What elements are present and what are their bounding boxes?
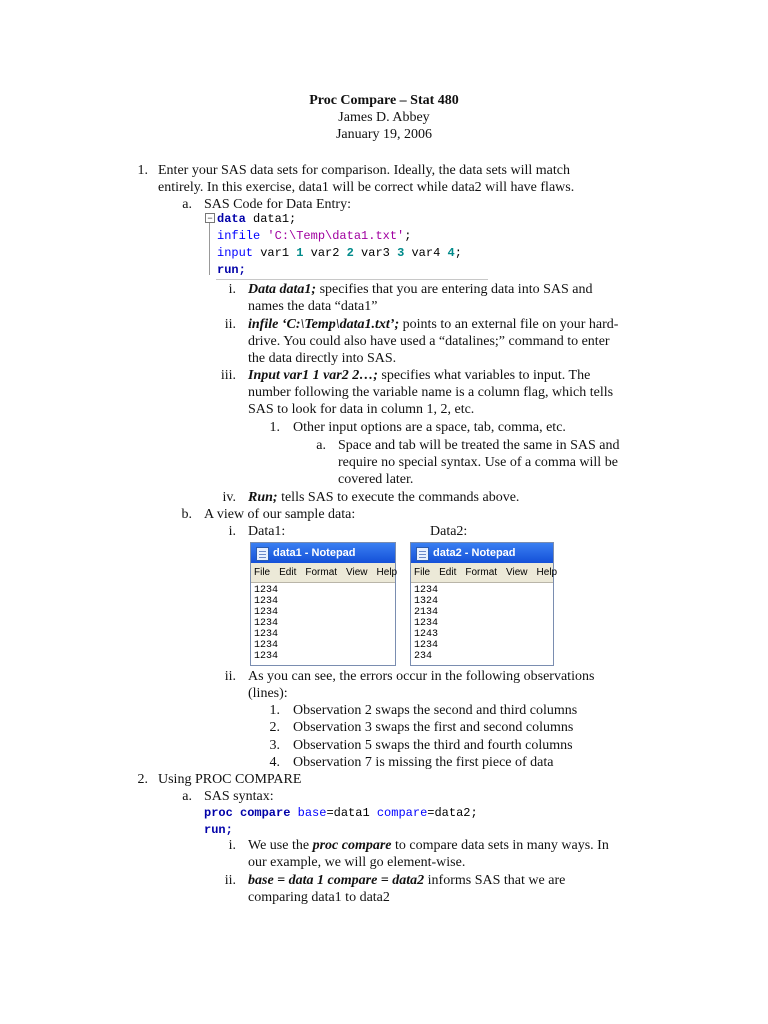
item-1a-iii-line1: Input var1 1 var2 2…; specifies what variables to input. The: [248, 368, 591, 383]
notepad-icon: [416, 547, 429, 561]
item-1a-text: SAS Code for Data Entry:: [204, 197, 351, 212]
item-iii-1-a-line1: Space and tab will be treated the same in SAS and: [338, 438, 620, 453]
item-1a-iii-number: iii.: [220, 368, 236, 383]
item-1a-ii-line1: infile ‘C:\Temp\data1.txt’; points to an external file on your hard-: [248, 317, 619, 332]
item-1b-ii-number: ii.: [224, 669, 236, 684]
observation-text: Observation 7 is missing the first piece of data: [293, 755, 554, 770]
item-2a-i-line1: We use the proc compare to compare data sets in many ways. In: [248, 838, 609, 853]
section-1-line2: entirely. In this exercise, data1 will be correct while data2 will have flaws.: [158, 180, 575, 195]
data-line: 1234: [254, 640, 279, 651]
item-1a-i-number: i.: [228, 282, 236, 297]
notepad-titlebar[interactable]: [411, 543, 553, 563]
data-line: 1234: [254, 618, 279, 629]
menu-help[interactable]: Help: [536, 567, 558, 578]
item-1a-i-line2: names the data “data1”: [248, 299, 378, 314]
data-line: 234: [414, 651, 433, 662]
item-iii-1-text: Other input options are a space, tab, comma, etc.: [293, 420, 566, 435]
observation-number: 1.: [269, 703, 280, 718]
notepad-title: data1 - Notepad: [273, 547, 356, 559]
item-1a-iv-text: Run; tells SAS to execute the commands above.: [248, 490, 520, 505]
item-1a-ii-line2: drive. You could also have used a “datalines;” command to enter: [248, 334, 610, 349]
section-1-line1: Enter your SAS data sets for comparison. Ideally, the data sets will match: [158, 163, 570, 178]
item-iii-1-a-line2: require no special syntax. Use of a comma will be: [338, 455, 618, 470]
item-1a-number: a.: [182, 197, 192, 212]
data-line: 1234: [254, 585, 279, 596]
menu-help[interactable]: Help: [376, 567, 398, 578]
item-2a-ii-line2: comparing data1 to data2: [248, 890, 390, 905]
document-author: James D. Abbey: [338, 110, 430, 125]
menu-view[interactable]: View: [506, 567, 528, 578]
notepad-window-data1: [250, 542, 396, 666]
code-separator: [216, 279, 488, 280]
menu-format[interactable]: Format: [465, 567, 498, 578]
data-line: 1234: [414, 618, 439, 629]
item-1a-i-line1: Data data1; specifies that you are entering data into SAS and: [248, 282, 593, 297]
item-2a-i-number: i.: [228, 838, 236, 853]
menu-view[interactable]: View: [346, 567, 368, 578]
observation-text: Observation 2 swaps the second and third columns: [293, 703, 578, 718]
item-1a-ii-line3: the data directly into SAS.: [248, 351, 397, 366]
menu-edit[interactable]: Edit: [439, 567, 457, 578]
data1-label: Data1:: [248, 524, 286, 539]
notepad-titlebar[interactable]: [251, 543, 395, 563]
notepad-text-area[interactable]: [251, 583, 395, 664]
code-line-run-2: run;: [204, 823, 233, 837]
data-line: 1234: [254, 651, 279, 662]
menu-file[interactable]: File: [414, 567, 431, 578]
data-line: 1324: [414, 596, 439, 607]
observation-text: Observation 3 swaps the first and second columns: [293, 720, 574, 735]
item-2a-number: a.: [182, 789, 192, 804]
notepad-icon: [256, 547, 269, 561]
notepad-text-area[interactable]: [411, 583, 553, 664]
item-1b-ii-line1: As you can see, the errors occur in the following observations: [248, 669, 595, 684]
data-line: 1234: [254, 596, 279, 607]
document-title: Proc Compare – Stat 480: [309, 93, 459, 108]
item-iii-1-a-number: a.: [316, 438, 326, 453]
code-line-infile: infile 'C:\Temp\data1.txt';: [217, 229, 412, 243]
item-1b-number: b.: [181, 507, 192, 522]
observation-number: 2.: [269, 720, 280, 735]
data-line: 1234: [254, 607, 279, 618]
data-line: 2134: [414, 607, 439, 618]
item-2a-text: SAS syntax:: [204, 789, 274, 804]
item-iii-1-number: 1.: [269, 420, 280, 435]
item-iii-1-a-line3: covered later.: [338, 472, 414, 487]
item-1a-iii-line2: number following the variable name is a column flag, which tells: [248, 385, 614, 400]
data-line: 1234: [414, 585, 439, 596]
section-1-number: 1.: [137, 163, 148, 178]
section-2-number: 2.: [137, 772, 148, 787]
item-1a-iv-number: iv.: [222, 490, 236, 505]
item-2a-ii-line1: base = data 1 compare = data2 informs SAS that we are: [248, 873, 566, 888]
notepad-title: data2 - Notepad: [433, 547, 516, 559]
item-1b-ii-line2: (lines):: [248, 686, 288, 701]
document-date: January 19, 2006: [335, 127, 433, 142]
item-1a-ii-number: ii.: [224, 317, 236, 332]
section-2-text: Using PROC COMPARE: [158, 772, 302, 787]
observation-number: 4.: [269, 755, 280, 770]
notepad-menubar: [251, 563, 398, 583]
menu-file[interactable]: File: [254, 567, 271, 578]
code-line-input: input var1 1 var2 2 var3 3 var4 4;: [217, 246, 462, 260]
code-line-run: run;: [217, 263, 246, 277]
item-2a-ii-number: ii.: [224, 873, 236, 888]
data2-label: Data2:: [430, 524, 468, 539]
data-line: 1234: [414, 640, 439, 651]
fold-guide-line: [209, 223, 210, 275]
menu-edit[interactable]: Edit: [279, 567, 297, 578]
item-1a-iii-line3: SAS to look for data in column 1, 2, etc.: [248, 402, 475, 417]
data-line: 1243: [414, 629, 439, 640]
collapse-toggle-icon[interactable]: −: [205, 213, 215, 223]
item-2a-i-line2: our example, we will go element-wise.: [248, 855, 466, 870]
code-line-data: data data1;: [217, 212, 297, 226]
menu-format[interactable]: Format: [305, 567, 338, 578]
item-1b-text: A view of our sample data:: [204, 507, 356, 522]
observation-number: 3.: [269, 738, 280, 753]
notepad-menubar: [411, 563, 558, 583]
item-1b-i-number: i.: [228, 524, 236, 539]
notepad-window-data2: [410, 542, 558, 666]
code-line-proc-compare: proc compare base=data1 compare=data2;: [204, 806, 478, 820]
data-line: 1234: [254, 629, 279, 640]
observation-text: Observation 5 swaps the third and fourth columns: [293, 738, 573, 753]
